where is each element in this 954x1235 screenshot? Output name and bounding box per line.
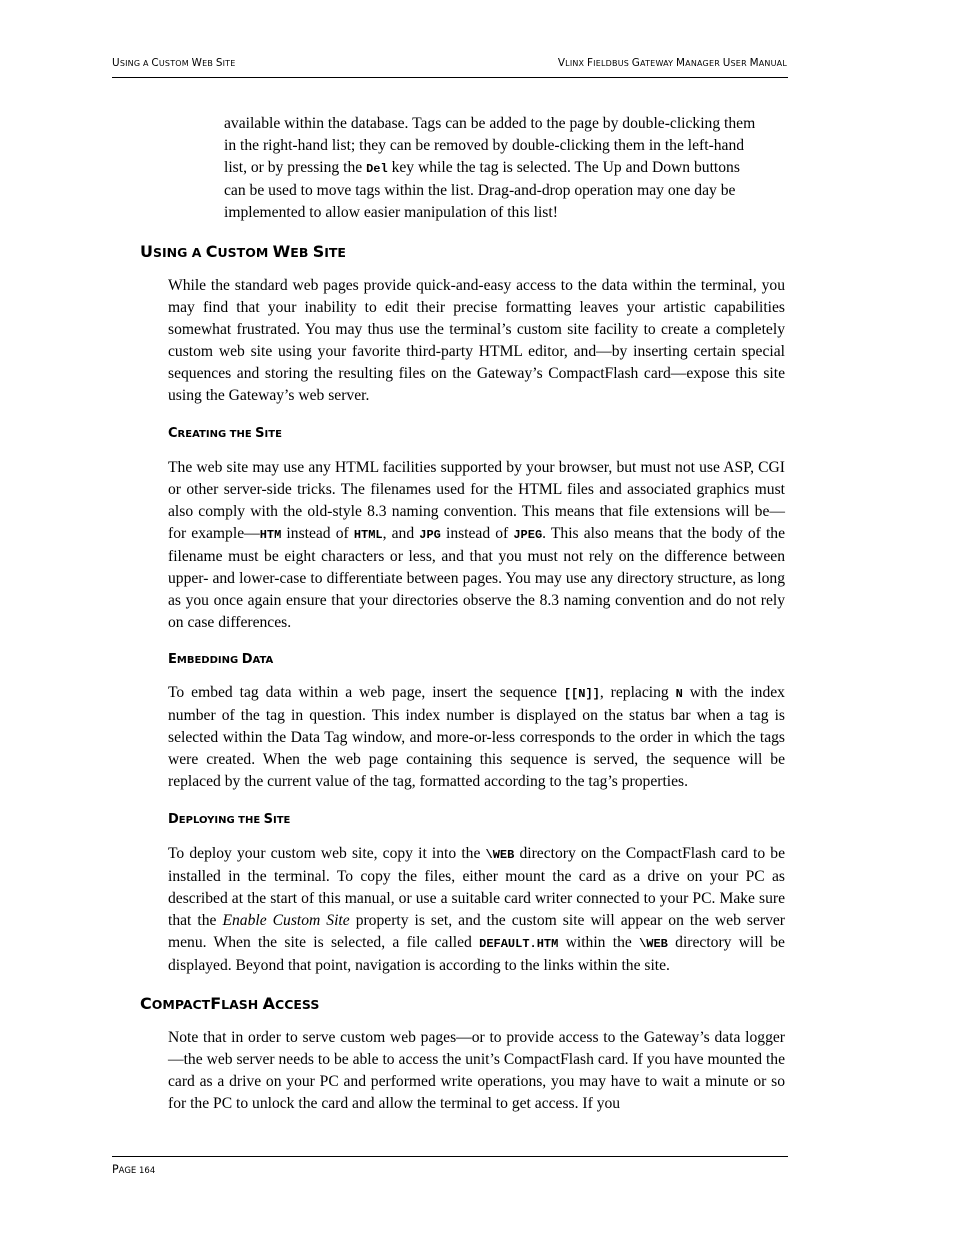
page-footer	[112, 1163, 155, 1176]
compactflash-paragraph: Note that in order to serve custom web pages—or to provide access to the Gateway’s data logger—the web server needs to be able to access the unit’s CompactFlash card. If you have mounted the card as a drive on your PC and performed write operations, you may have to wait a minute or so for the PC to unlock the card and allow the terminal to get access. If you	[168, 1029, 785, 1112]
header-rule	[112, 77, 788, 78]
page-number: 164	[139, 1166, 156, 1176]
deploying-site-paragraph: To deploy your custom web site, copy it into the \WEB directory on the CompactFlash card to be installed in the terminal. To copy the files, either mount the card as a drive on your PC as described at the start of this manual, or use a suitable card writer connected to your PC. Make sure that the Enable Custom Site property is set, and the custom site will appear on the web server menu. When the site is selected, a file called DEFAULT.HTM within the \WEB directory will be displayed. Beyond that point, navigation is according to the links within the site.	[168, 845, 786, 974]
del-key: Del	[366, 162, 388, 176]
page-label: PAGE	[112, 1163, 137, 1176]
section-heading-custom-web-site: USING A CUSTOM WEB SITE	[140, 242, 346, 261]
creating-site-paragraph: The web site may use any HTML facilities supported by your browser, but must not use ASP, CGI or other server-side tricks. The filenames used for the HTML files and associated graphics must also comply with the old-style 8.3 naming convention. This means that file extensions will be—for example—HTM instead of HTML, and JPG instead of JPEG. This also means that the body of the filename must be eight characters or less, and that you must not rely on the difference between upper- and lower-case to differentiate between pages. You may use any directory structure, as long as you once again ensure that your directories observe the 8.3 naming convention and do not rely on case differences.	[168, 459, 785, 631]
running-header-left: USING A CUSTOM WEB SITE	[112, 57, 236, 69]
custom-site-paragraph: While the standard web pages provide quick-and-easy access to the data within the terminal, you may find that your inability to edit their precise formatting leaves your artistic capabilities somewhat frustrated. You may thus use the terminal’s custom site facility to create a completely custom web site using your favorite third-party HTML editor, and—by inserting certain special sequences and storing the resulting files on the Gateway’s CompactFlash card—expose this site using the Gateway’s web server.	[168, 277, 785, 404]
intro-paragraph: available within the database. Tags can be added to the page by double-clicking them in the right-hand list; they can be removed by double-clicking them in the left-hand list, or by pressing the Del key while the tag is selected. The Up and Down buttons can be used to move tags within the list. Drag-and-drop operation may one day be implemented to allow easier manipulation of this list!	[224, 115, 756, 221]
subheading-creating-site: CREATING THE SITE	[168, 426, 282, 441]
footer-rule	[112, 1156, 788, 1157]
subheading-embedding-data: EMBEDDING DATA	[168, 652, 274, 667]
subheading-deploying-site: DEPLOYING THE SITE	[168, 812, 291, 827]
embedding-data-paragraph: To embed tag data within a web page, insert the sequence [[N]], replacing N with the index number of the tag in question. This index number is displayed on the status bar when a tag is selected within the Data Tag window, and more-or-less corresponds to the order in which the tags were created. When the web page containing this sequence is served, the sequence will be replaced by the current value of the tag, formatted according to the tag’s properties.	[168, 684, 785, 790]
running-header-right: VLINX FIELDBUS GATEWAY MANAGER USER MANUAL	[557, 57, 787, 69]
section-heading-compactflash-access: COMPACTFLASH ACCESS	[140, 994, 320, 1013]
